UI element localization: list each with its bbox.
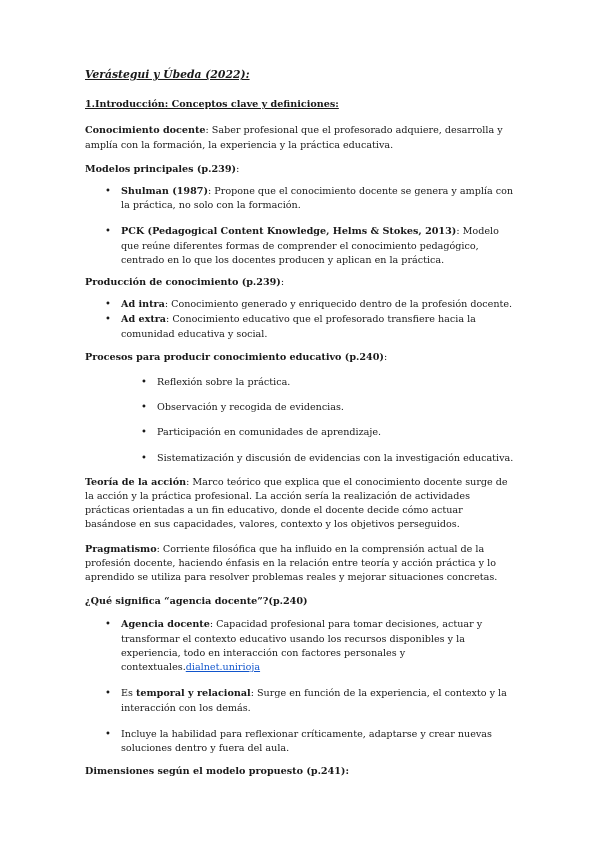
list-item: • Shulman (1987): Propone que el conocimiento docente se genera y amplía con la práctica, no solo con la formación. (121, 185, 515, 213)
list-item: • Es temporal y relacional: Surge en función de la experiencia, el contexto y la interacción con los demás. (121, 687, 515, 715)
list-modelos (85, 185, 515, 268)
list-item: • Sistematización y discusión de evidencias con la investigación educativa. (157, 452, 515, 466)
heading-produccion: Producción de conocimiento (p.239): (85, 277, 285, 289)
definition-conocimiento-docente: : Saber profesional que el profesorado adquiere, desarrolla y amplía con la formación, la experiencia y la práctica educativa. (85, 125, 503, 151)
heading-dimensiones: Dimensiones según el modelo propuesto (p.241): (85, 766, 350, 778)
list-procesos (85, 376, 515, 466)
list-agencia (85, 618, 515, 756)
list-produccion (85, 298, 515, 342)
list-item: • Observación y recogida de evidencias. (157, 401, 515, 415)
term-teoria-accion: Teoría de la acción (85, 476, 187, 488)
list-item: • Ad extra: Conocimiento educativo que el profesorado transfiere hacia la comunidad educativa y social. (121, 313, 515, 341)
list-item: • Reflexión sobre la práctica. (157, 376, 515, 390)
section-heading-introduccion: 1.Introducción: Conceptos clave y definiciones: (85, 99, 339, 111)
list-item: • Incluye la habilidad para reflexionar críticamente, adaptarse y crear nuevas soluciones dentro y fuera del aula. (121, 728, 515, 756)
list-item: • Ad intra: Conocimiento generado y enriquecido dentro de la profesión docente. (121, 298, 515, 312)
paragraph-teoria-accion: Teoría de la acción: Marco teórico que explica que el conocimiento docente surge de la acción y la práctica profesional. La acción sería la realización de actividades prácticas orientadas a un fin educativo, donde el docente decide cómo actuar basándose en sus capacidades, valores, contexto y los objetivos perseguidos. (85, 476, 508, 531)
list-item: • Agencia docente: Capacidad profesional para tomar decisiones, actuar y transformar el contexto educativo usando los recursos disponibles y la experiencia, todo en interacción con factores personales y contextuales.dialnet.unirioja (121, 618, 515, 675)
heading-procesos: Procesos para producir conocimiento educativo (p.240): (85, 351, 388, 363)
term-pragmatismo: Pragmatismo (85, 543, 157, 555)
dialnet-link[interactable]: dialnet.unirioja (185, 662, 261, 674)
paragraph-conocimiento-docente (85, 124, 515, 152)
list-item: • Participación en comunidades de aprendizaje. (157, 426, 515, 440)
list-item: • PCK (Pedagogical Content Knowledge, Helms & Stokes, 2013): Modelo que reúne diferentes formas de comprender el conocimiento pedagógico, centrado en lo que los docentes producen y aplican en la práctica. (121, 225, 515, 268)
document-title: Verástegui y Úbeda (2022): (85, 68, 250, 81)
heading-modelos: Modelos principales (p.239): (85, 163, 240, 175)
term-conocimiento-docente: Conocimiento docente (85, 125, 206, 137)
paragraph-pragmatismo: Pragmatismo: Corriente filosófica que ha influido en la comprensión actual de la profesión docente, haciendo énfasis en la relación entre teoría y acción práctica y lo aprendido se utiliza para resolver problemas reales y mejorar situaciones concretas. (85, 543, 498, 584)
heading-agencia: ¿Qué significa “agencia docente”?(p.240) (85, 596, 308, 608)
